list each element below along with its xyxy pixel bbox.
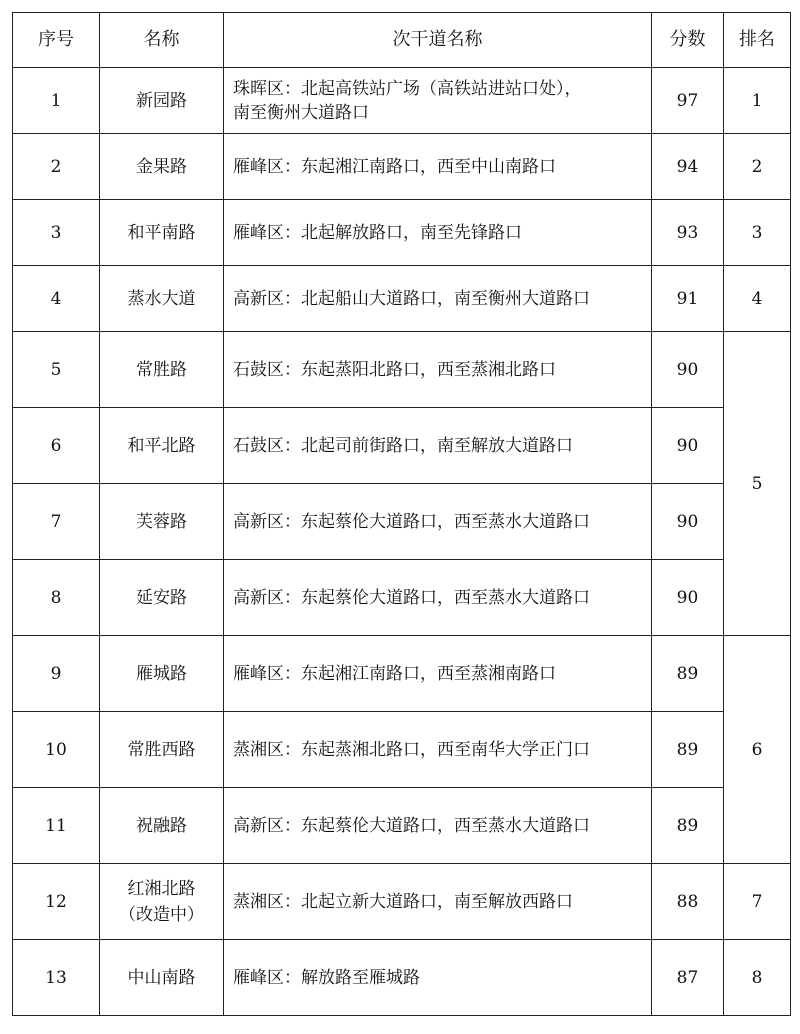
table-row — [13, 266, 791, 332]
cell-score: 90 — [652, 408, 724, 484]
cell-score: 90 — [652, 560, 724, 636]
ranking-table — [12, 12, 791, 1016]
table-row — [13, 712, 791, 788]
table-row — [13, 636, 791, 712]
table-row — [13, 788, 791, 864]
cell-section: 高新区：东起蔡伦大道路口，西至蒸水大道路口 — [224, 560, 652, 636]
cell-score: 90 — [652, 484, 724, 560]
cell-index: 8 — [13, 560, 100, 636]
header-score: 分数 — [652, 13, 724, 68]
cell-name: 新园路 — [100, 68, 224, 134]
cell-score: 87 — [652, 940, 724, 1016]
cell-section: 雁峰区：北起解放路口，南至先锋路口 — [224, 200, 652, 266]
cell-index: 3 — [13, 200, 100, 266]
table-row — [13, 332, 791, 408]
cell-score: 89 — [652, 636, 724, 712]
cell-name: 和平北路 — [100, 408, 224, 484]
cell-rank: 5 — [724, 332, 791, 636]
cell-rank: 6 — [724, 636, 791, 864]
cell-score: 88 — [652, 864, 724, 940]
cell-section-line1: 珠晖区：北起高铁站广场（高铁站进站口处）， — [233, 78, 582, 99]
cell-index: 5 — [13, 332, 100, 408]
cell-section: 蒸湘区：东起蒸湘北路口，西至南华大学正门口 — [224, 712, 652, 788]
cell-name — [100, 864, 224, 940]
cell-section: 蒸湘区：北起立新大道路口，南至解放西路口 — [224, 864, 652, 940]
header-section: 次干道名称 — [224, 13, 652, 68]
cell-index: 13 — [13, 940, 100, 1016]
cell-score: 91 — [652, 266, 724, 332]
cell-section: 高新区：北起船山大道路口，南至衡州大道路口 — [224, 266, 652, 332]
cell-name: 和平南路 — [100, 200, 224, 266]
cell-name: 金果路 — [100, 134, 224, 200]
cell-score: 93 — [652, 200, 724, 266]
cell-index: 4 — [13, 266, 100, 332]
cell-name: 芙蓉路 — [100, 484, 224, 560]
table-header-row — [13, 13, 791, 68]
cell-score: 89 — [652, 712, 724, 788]
cell-rank: 1 — [724, 68, 791, 134]
cell-section: 高新区：东起蔡伦大道路口，西至蒸水大道路口 — [224, 788, 652, 864]
cell-score: 97 — [652, 68, 724, 134]
cell-index: 12 — [13, 864, 100, 940]
table-row — [13, 134, 791, 200]
cell-section-line2: 南至衡州大道路口 — [233, 102, 369, 123]
cell-section: 高新区：东起蔡伦大道路口，西至蒸水大道路口 — [224, 484, 652, 560]
cell-name-line2: （改造中） — [119, 904, 204, 925]
cell-section: 雁峰区：解放路至雁城路 — [224, 940, 652, 1016]
header-index: 序号 — [13, 13, 100, 68]
cell-index: 1 — [13, 68, 100, 134]
table-row — [13, 940, 791, 1016]
cell-rank: 4 — [724, 266, 791, 332]
cell-name: 常胜路 — [100, 332, 224, 408]
cell-name: 祝融路 — [100, 788, 224, 864]
cell-name: 延安路 — [100, 560, 224, 636]
cell-rank: 2 — [724, 134, 791, 200]
cell-rank: 3 — [724, 200, 791, 266]
cell-rank: 7 — [724, 864, 791, 940]
cell-name-line1: 红湘北路 — [127, 878, 196, 899]
cell-score: 94 — [652, 134, 724, 200]
cell-index: 9 — [13, 636, 100, 712]
table-row — [13, 408, 791, 484]
cell-index: 7 — [13, 484, 100, 560]
table-row — [13, 864, 791, 940]
cell-index: 2 — [13, 134, 100, 200]
cell-section: 石鼓区：北起司前街路口，南至解放大道路口 — [224, 408, 652, 484]
cell-section — [224, 68, 652, 134]
cell-index: 11 — [13, 788, 100, 864]
header-name: 名称 — [100, 13, 224, 68]
table-row — [13, 484, 791, 560]
table-row — [13, 560, 791, 636]
cell-section: 石鼓区：东起蒸阳北路口，西至蒸湘北路口 — [224, 332, 652, 408]
header-rank: 排名 — [724, 13, 791, 68]
cell-score: 90 — [652, 332, 724, 408]
cell-index: 10 — [13, 712, 100, 788]
cell-name: 蒸水大道 — [100, 266, 224, 332]
cell-section: 雁峰区：东起湘江南路口，西至中山南路口 — [224, 134, 652, 200]
cell-score: 89 — [652, 788, 724, 864]
cell-section: 雁峰区：东起湘江南路口，西至蒸湘南路口 — [224, 636, 652, 712]
cell-rank: 8 — [724, 940, 791, 1016]
cell-name: 雁城路 — [100, 636, 224, 712]
cell-index: 6 — [13, 408, 100, 484]
cell-name: 中山南路 — [100, 940, 224, 1016]
cell-name: 常胜西路 — [100, 712, 224, 788]
table-row — [13, 68, 791, 134]
table-row — [13, 200, 791, 266]
